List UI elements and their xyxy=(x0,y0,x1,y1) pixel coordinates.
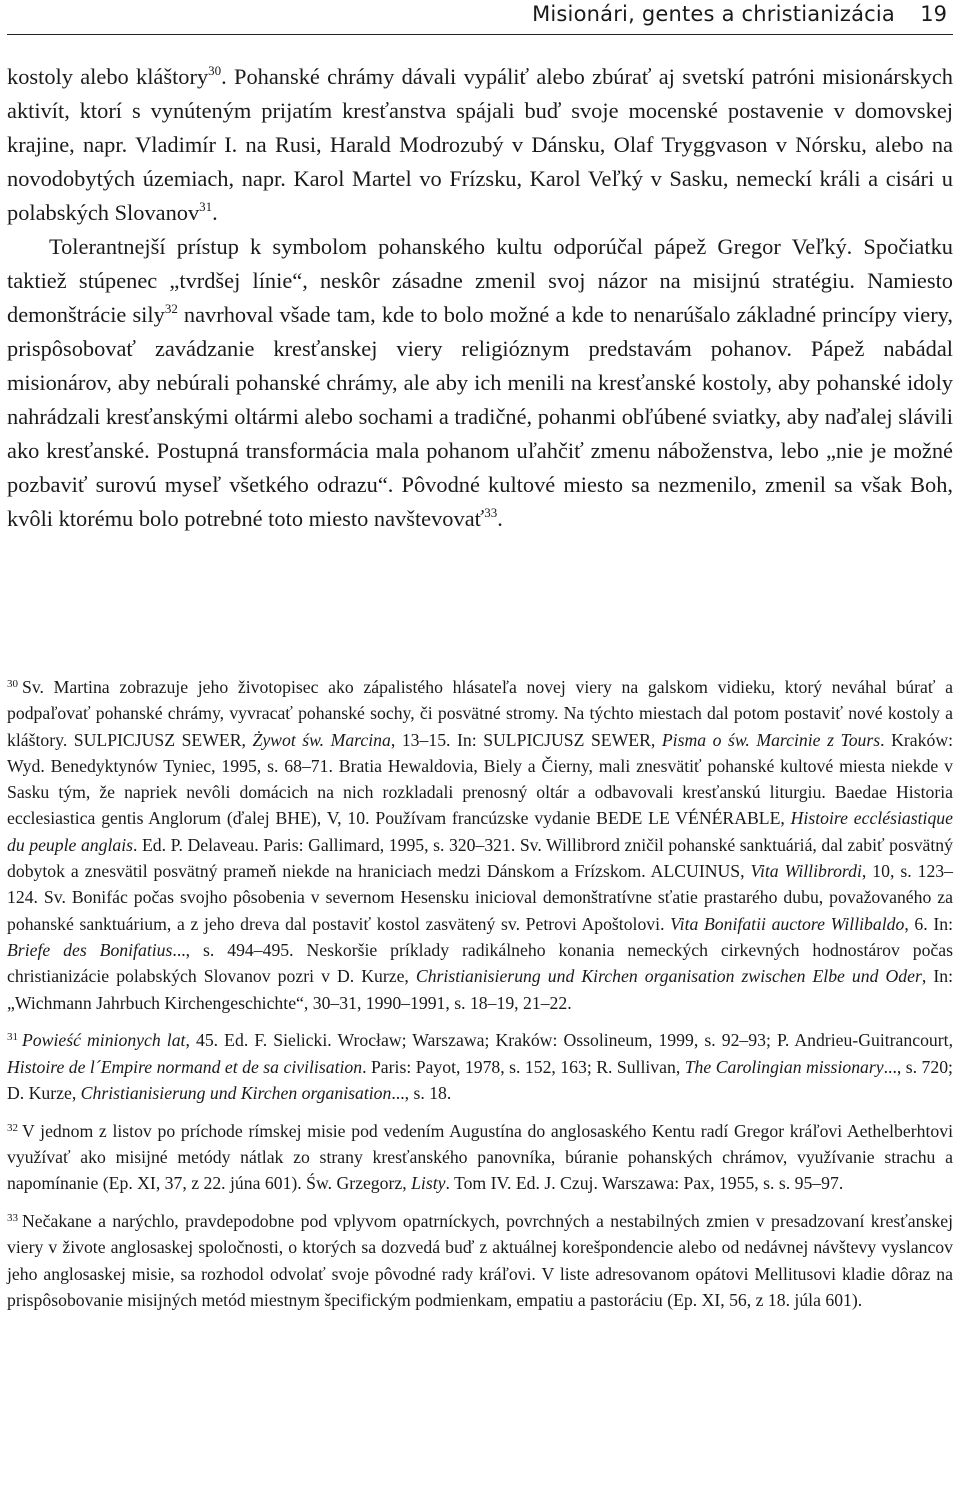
text-run: ..., s. 494–495. Neskoršie príklady radikálneho konania nemeckých cirkevných hodnostárov počas christianizácie polabských Slovanov pozri v D. Kurze, xyxy=(7,939,954,987)
text-run: . xyxy=(212,200,218,225)
italic-text: Listy xyxy=(411,1173,446,1194)
body-text xyxy=(7,60,953,536)
text-run: . xyxy=(497,506,503,531)
italic-text: Christianisierung und Kirchen organisation zwischen Elbe und Oder xyxy=(415,966,922,987)
running-header xyxy=(7,0,953,35)
page-number: 19 xyxy=(920,2,947,26)
text-run: , In: „Wichmann Jahrbuch Kirchengeschichte“, 30–31, 1990–1991, s. 18–19, 21–22. xyxy=(7,966,953,1013)
text-run: . Ed. P. Delaveau. Paris: Gallimard, 1995, s. 320–321. Sv. Willibrord zničil pohanské sanktuáriá, dal zabiť posvätný dobytok a znesvätil posvätný prameň niekde na hraniciach medzi Dánskom a Frízskom. ALCUINUS, xyxy=(7,834,953,882)
footnote-number: 32 xyxy=(7,1121,18,1134)
text-run: V jednom z listov po príchode rímskej misie pod vedením Augustína do anglosaského Kentu radí Gregor kráľovi Aethelberhtovi využívať ako misijné metódy nátlak zo strany kresťanského panovníka, búranie pohanských chrámov, využívanie strachu a napomínanie (Ep. XI, 37, z 22. júna 601). Św. Grzegorz, xyxy=(7,1120,953,1194)
italic-text: Histoire ecclésiastique du peuple anglais xyxy=(7,808,953,855)
text-run: , 10, s. 123–124. Sv. Bonifác počas svojho pôsobenia v severnom Hesensku inicioval demonštratívne sťatie prastarého dubu, považovaného za pohanské sanktuárium, a z jeho dreva dal postaviť kostol zasvätený sv. Petrovi Apoštolovi. xyxy=(7,861,953,934)
italic-text: Pisma o św. Marcinie z Tours xyxy=(661,729,881,750)
text-run: , 6. In: xyxy=(904,913,953,934)
footnote-number: 30 xyxy=(7,678,18,690)
footnote-number: 31 xyxy=(7,1031,18,1044)
footnote-reference: 31 xyxy=(199,199,213,214)
italic-text: Vita Bonifatii auctore Willibaldo xyxy=(670,913,905,934)
text-run: Nečakane a narýchlo, pravdepodobne pod vplyvom opatrníckych, povrchných a nestabilných zmien v presadzovaní kresťanskej viery v živote anglosaskej spoločnosti, o ktorých sa dozvedá buď z aktuálnej korešpondencie alebo od nedávnej návštevy vyslancov jeho anglosaskej misie, sa rozhodol odvolať svoje pôvodné rady kráľovi. V liste adresovanom opátovi Mellitusovi kladie dôraz na prispôsobovanie misijných metód miestnym špecifickým podmienkam, empatiu a pastoráciu (Ep. XI, 56, z 18. júla 601). xyxy=(7,1211,953,1311)
text-run: navrhoval všade tam, kde to bolo možné a kde to nenarúšalo základné princípy viery, prispôsobovať zavádzanie kresťanskej viery religióznym predstavám pohanov. Pápež nabádal misionárov, aby nebúrali pohanské chrámy, ale aby ich menili na kresťanské kostoly, aby pohanské idoly nahrádzali kresťanskými oltármi alebo sochami a tradičné, pohanmi obľúbené sviatky, aby naďalej slávili ako kresťanské. Postupná transformácia mala pohanom uľahčiť zmenu náboženstva, lebo „nie je možné pozbaviť surovú myseľ všetkého odrazu“. Pôvodné kultové miesto sa nezmenilo, zmenil sa však Boh, kvôli ktorému bolo potrebné toto miesto navštevovať xyxy=(7,302,953,531)
running-title: Misionári, gentes a christianizácia xyxy=(532,2,895,26)
text-run: , 45. Ed. F. Sielicki. Wrocław; Warszawa; Kraków: Ossolineum, 1999, s. 92–93; P. Andrieu-Guitrancourt, xyxy=(185,1030,953,1051)
body-paragraph xyxy=(7,60,953,230)
italic-text: Powieść minionych lat xyxy=(22,1030,186,1051)
footnote-reference: 33 xyxy=(484,505,498,520)
text-run: ..., s. 720; D. Kurze, xyxy=(7,1056,953,1103)
italic-text: Żywot św. Marcina xyxy=(252,729,391,750)
text-run: . Pohanské chrámy dávali vypáliť alebo zbúrať aj svetskí patróni misionárskych aktivít, ktorí s vynúteným prijatím kresťanstva spájali buď svoje mocenské postavenie v domovskej krajine, napr. Vladimír I. na Rusi, Harald Modrozubý v Dánsku, Olaf Tryggvason v Nórsku, alebo na novodobytých územiach, napr. Karol Martel vo Frízsku, Karol Veľký v Sasku, nemeckí králi a cisári u polabských Slovanov xyxy=(7,64,953,225)
text-run: . Tom IV. Ed. J. Czuj. Warszawa: Pax, 1955, s. s. 95–97. xyxy=(445,1173,844,1194)
text-run: kostoly alebo kláštory xyxy=(7,64,209,89)
italic-text: Histoire de l´Empire normand et de sa civilisation xyxy=(7,1056,363,1077)
italic-text: Christianisierung und Kirchen organisation xyxy=(80,1082,392,1103)
footnote-32 xyxy=(7,1118,953,1197)
footnote-reference: 30 xyxy=(208,63,222,78)
italic-text: Briefe des Bonifatius xyxy=(7,939,173,960)
text-run: ..., s. 18. xyxy=(391,1082,452,1103)
footnote-31 xyxy=(7,1027,953,1106)
text-run: Tolerantnejší prístup k symbolom pohanského kultu odporúčal pápež Gregor Veľký. Spočiatku taktiež stúpenec „tvrdšej línie“, neskôr zásadne zmenil svoj názor na misijnú stratégiu. Namiesto demonštrácie sily xyxy=(7,234,953,327)
text-run: Sv. Martina zobrazuje jeho životopisec ako zápalistého hlásateľa novej viery na galskom vidieku, ktorý neváhal búrať a podpaľovať pohanské chrámy, vyvracať pohanské sochy, či posvätné stromy. Na týchto miestach dal potom postaviť nové kostoly a kláštory. SULPICJUSZ SEWER, xyxy=(7,677,953,750)
footnotes xyxy=(7,674,953,1325)
footnote-30 xyxy=(7,674,953,1016)
body-paragraph xyxy=(7,230,953,536)
italic-text: The Carolingian missionary xyxy=(684,1056,884,1077)
footnote-number: 33 xyxy=(7,1212,18,1225)
footnote-reference: 32 xyxy=(164,301,178,316)
text-run: , 13–15. In: SULPICJUSZ SEWER, xyxy=(390,729,662,750)
text-run: . Paris: Payot, 1978, s. 152, 163; R. Sullivan, xyxy=(362,1056,685,1077)
text-run: . Kraków: Wyd. Benedyktynów Tyniec, 1995, s. 68–71. Bratia Hewaldovia, Biely a Čierny, mali znesvätiť pohanské kultové miesta niekde v Sasku tým, že napriek nevôli domácich na nich rozkladali prenosný oltár a odbavovali kresťanskú liturgiu. Baedae Historia ecclesiastica gentis Anglorum (ďalej BHE), V, 10. Používam francúzske vydanie BEDE LE VÉNÉRABLE, xyxy=(7,729,954,829)
footnote-33 xyxy=(7,1208,953,1313)
italic-text: Vita Willibrordi xyxy=(750,861,862,882)
